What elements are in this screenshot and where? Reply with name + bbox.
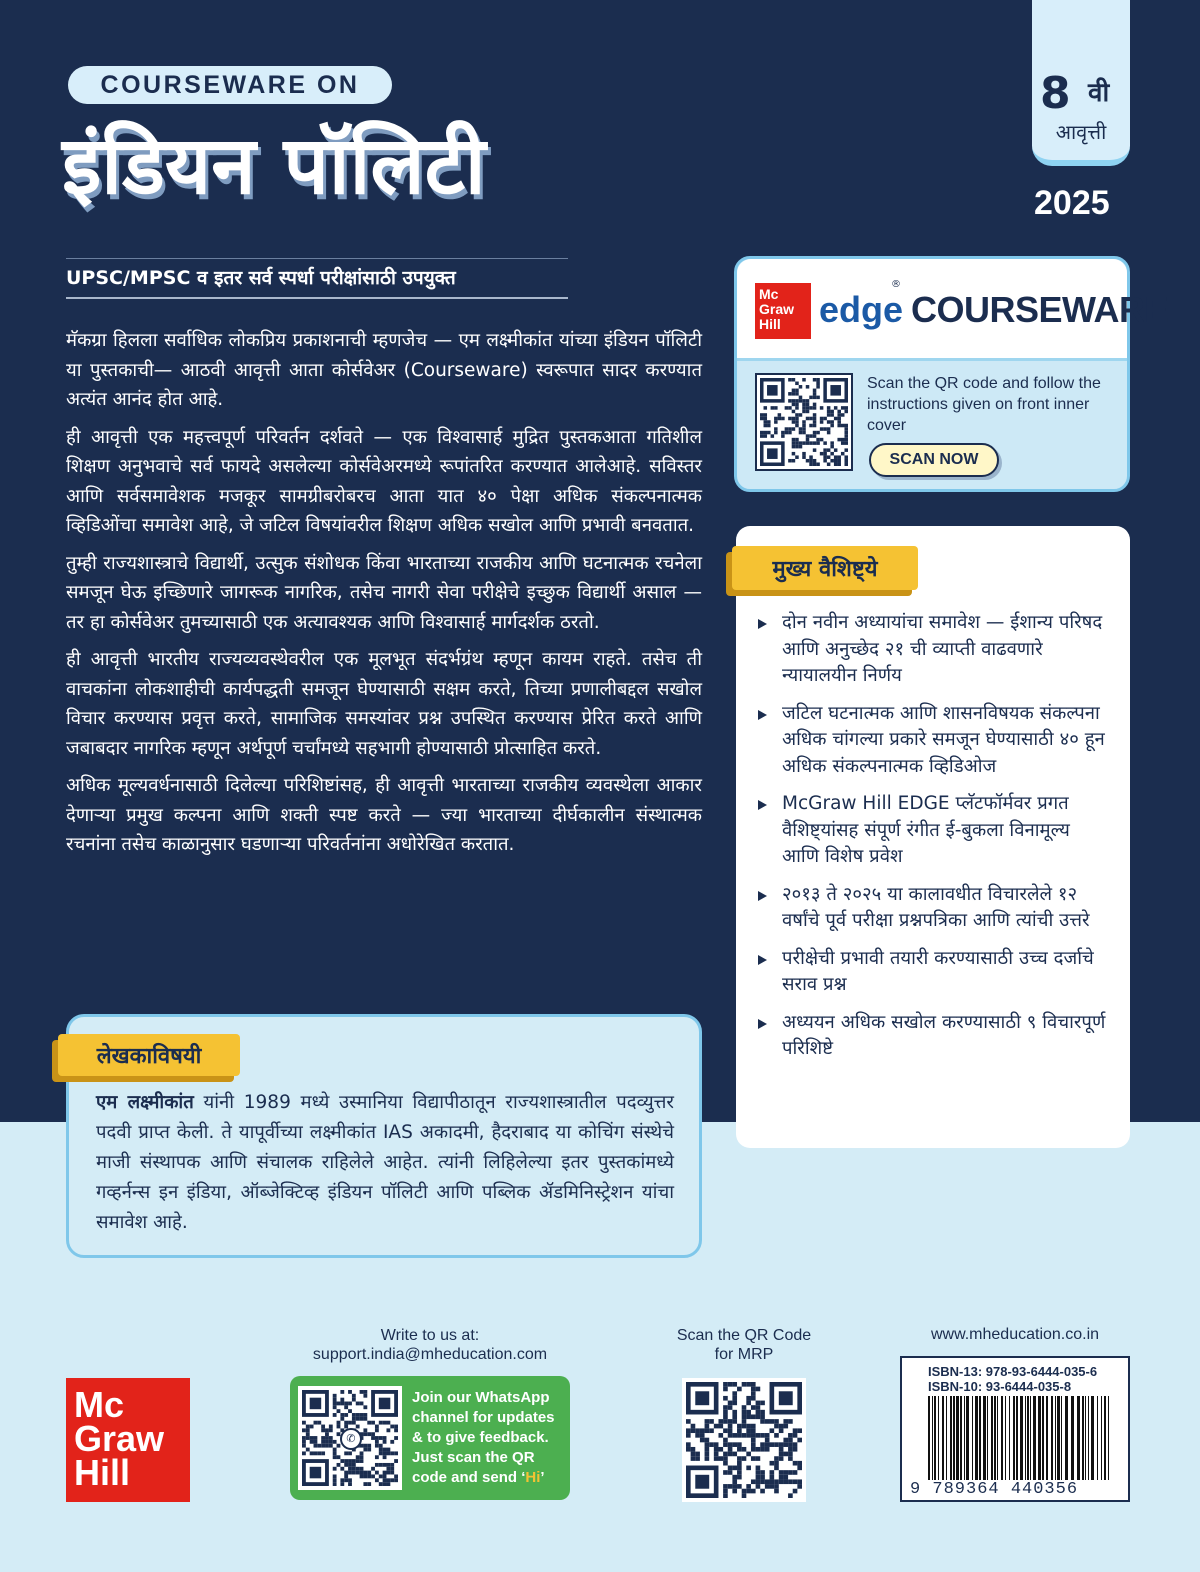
- bullet-triangle-icon: [758, 891, 767, 901]
- edge-card-header: [737, 259, 1169, 361]
- description-paragraph: मॅकग्रा हिलला सर्वाधिक लोकप्रिय प्रकाशनाची म्हणजेच — एम लक्ष्मीकांत यांच्या इंडियन पॉलिटी या पुस्तकाची— आठवी आवृत्ती आता कोर्सवेअर (Courseware) स्वरूपात सादर करण्यात अत्यंत आनंद होत आहे.: [66, 330, 702, 410]
- about-author-label: लेखकाविषयी: [58, 1034, 240, 1076]
- edition-year: 2025: [1034, 184, 1110, 222]
- contact-info: [290, 1326, 570, 1364]
- edge-qr-code[interactable]: [755, 373, 853, 471]
- description-paragraph: तुम्ही राज्यशास्त्राचे विद्यार्थी, उत्सुक संशोधक किंवा भारताच्या राजकीय आणि घटनात्मक रचनेला समजून घेऊ इच्छिणारे जागरूक नागरिक, तसेच नागरी सेवा परीक्षेचे इच्छुक विद्यार्थी असाल — तर हा कोर्सवेअर तुमच्यासाठी एक अत्यावश्यक आणि विश्वासार्ह मार्गदर्शक ठरतो.: [66, 552, 702, 633]
- whatsapp-text: Join our WhatsApp channel for updates & to give feedback. Just scan the QR code and send ‘Hi’: [412, 1389, 555, 1486]
- feature-item: अध्ययन अधिक सखोल करण्यासाठी ९ विचारपूर्ण परिशिष्टे: [758, 1010, 1110, 1063]
- edition-word: आवृत्ती: [1055, 120, 1107, 144]
- isbn-10: ISBN-10: 93-6444-035-8: [928, 1379, 1072, 1394]
- registered-mark: ®: [891, 279, 901, 290]
- description-text: [66, 326, 702, 868]
- bullet-triangle-icon: [758, 955, 767, 965]
- features-list: [758, 610, 1110, 1074]
- bullet-triangle-icon: [758, 710, 767, 720]
- mrp-scan-label: Scan the QR Code for MRP: [676, 1327, 812, 1363]
- write-us-label: Write to us at:: [380, 1327, 480, 1344]
- about-author-text: [96, 1088, 674, 1238]
- book-title: इंडियन पॉलिटी: [62, 119, 486, 212]
- description-paragraph: अधिक मूल्यवर्धनासाठी दिलेल्या परिशिष्टांसह, ही आवृत्ती भारताच्या राजकीय व्यवस्थेला आकार देणाऱ्या प्रमुख कल्पना आणि शक्ती स्पष्ट करते — ज्या भारताच्या दीर्घकालीन संस्थात्मक रचनांना तसेच काळानुसार घडणाऱ्या परिवर्तनांना अधोरेखित करतात.: [66, 775, 702, 855]
- whatsapp-icon: ✆: [340, 1428, 362, 1450]
- bullet-triangle-icon: [758, 619, 767, 629]
- edition-suffix: वी: [1088, 78, 1110, 108]
- feature-item: जटिल घटनात्मक आणि शासनविषयक संकल्पना अधिक चांगल्या प्रकारे समजून घेण्यासाठी ४० हून अधिक संकल्पनात्मक व्हिडिओज: [758, 701, 1110, 781]
- scan-now-button[interactable]: SCAN NOW: [869, 443, 999, 477]
- isbn-13: ISBN-13: 978-93-6444-035-6: [928, 1364, 1098, 1379]
- feature-item: McGraw Hill EDGE प्लॅटफॉर्मवर प्रगत वैशिष्ट्यांसह संपूर्ण रंगीत ई-बुकला विनामूल्य आणि विशेष प्रवेश: [758, 791, 1110, 871]
- description-paragraph: ही आवृत्ती भारतीय राज्यव्यवस्थेवरील एक मूलभूत संदर्भग्रंथ म्हणून कायम राहते. तसेच ती वाचकांना लोकशाहीची कार्यपद्धती समजून घेण्यासाठी सक्षम करते, तिच्या प्रणालीबद्दल सखोल विचार करण्यास प्रवृत्त करते, सामाजिक समस्यांवर प्रश्न उपस्थित करण्यास प्रेरित करते आणि जबाबदार नागरिक म्हणून अर्थपूर्ण चर्चांमध्ये सहभागी होण्यासाठी प्रोत्साहित करते.: [66, 649, 702, 759]
- feature-item: २०१३ ते २०२५ या कालावधीत विचारलेले १२ वर्षांचे पूर्व परीक्षा प्रश्नपत्रिका आणि त्यांची उत्तरे: [758, 882, 1110, 935]
- mcgraw-hill-logo-large: Mc Graw Hill: [66, 1378, 190, 1502]
- description-paragraph: ही आवृत्ती एक महत्त्वपूर्ण परिवर्तन दर्शवते — एक विश्वासार्ह मुद्रित पुस्तकआता गतिशील शिक्षण अनुभवाचे सर्व फायदे असलेल्या कोर्सवेअरमध्ये रूपांतरित करण्यात आलेआहे. सविस्तर आणि सर्वसमावेशक मजकूर सामग्रीबरोबरच आता यात ४० पेक्षा अधिक संकल्पनात्मक व्हिडिओंचा समावेश आहे, जे जटिल विषयांवरील शिक्षण अधिक सखोल आणि प्रभावी बनवतात.: [66, 426, 702, 536]
- features-label: मुख्य वैशिष्ट्ये: [732, 546, 918, 590]
- support-email-link[interactable]: support.india@mheducation.com: [312, 1346, 548, 1363]
- whatsapp-card: [290, 1376, 570, 1500]
- author-bio: यांनी 1989 मध्ये उस्मानिया विद्यापीठातून राज्यशास्त्रातील पदव्युत्तर पदवी प्राप्त केली. ते यापूर्वीच्या लक्ष्मीकांत IAS अकादमी, हैदराबाद या कोचिंग संस्थेचे माजी संस्थापक आणि संचालक राहिलेले आहेत. त्यांनी लिहिलेल्या इतर पुस्तकांमध्ये गव्हर्नन्स इन इंडिया, ऑब्जेक्टिव्ह इंडियन पॉलिटी आणि पब्लिक ॲडमिनिस्ट्रेशन यांचा समावेश आहे.: [96, 1092, 674, 1233]
- edge-brand-word: edge: [819, 289, 904, 330]
- edition-number: 8: [1040, 68, 1071, 119]
- book-subtitle: UPSC/MPSC व इतर सर्व स्पर्धा परीक्षांसाठी उपयुक्त: [66, 258, 568, 299]
- isbn-barcode-box: [900, 1356, 1130, 1502]
- website-link[interactable]: www.mheducation.co.in: [930, 1326, 1100, 1343]
- mcgraw-hill-logo: Mc Graw Hill: [755, 283, 811, 339]
- courseware-on-pill: COURSEWARE ON: [68, 66, 392, 104]
- courseware-brand-word: COURSEWARE: [911, 289, 1169, 330]
- mrp-qr-code[interactable]: [682, 1378, 806, 1502]
- edge-scan-instructions: Scan the QR code and follow the instructions given on front inner cover: [867, 375, 1101, 434]
- barcode: [928, 1396, 1112, 1480]
- bullet-triangle-icon: [758, 800, 767, 810]
- barcode-digits: 9 789364 440356: [910, 1480, 1079, 1499]
- edge-courseware-card: [734, 256, 1169, 492]
- edition-tab: [1032, 0, 1130, 166]
- feature-item: परीक्षेची प्रभावी तयारी करण्यासाठी उच्च दर्जाचे सराव प्रश्न: [758, 946, 1110, 999]
- bullet-triangle-icon: [758, 1019, 767, 1029]
- author-name: एम लक्ष्मीकांत: [96, 1092, 194, 1113]
- feature-item: दोन नवीन अध्यायांचा समावेश — ईशान्य परिषद आणि अनुच्छेद २१ ची व्याप्ती वाढवणारे न्यायालयीन निर्णय: [758, 610, 1110, 690]
